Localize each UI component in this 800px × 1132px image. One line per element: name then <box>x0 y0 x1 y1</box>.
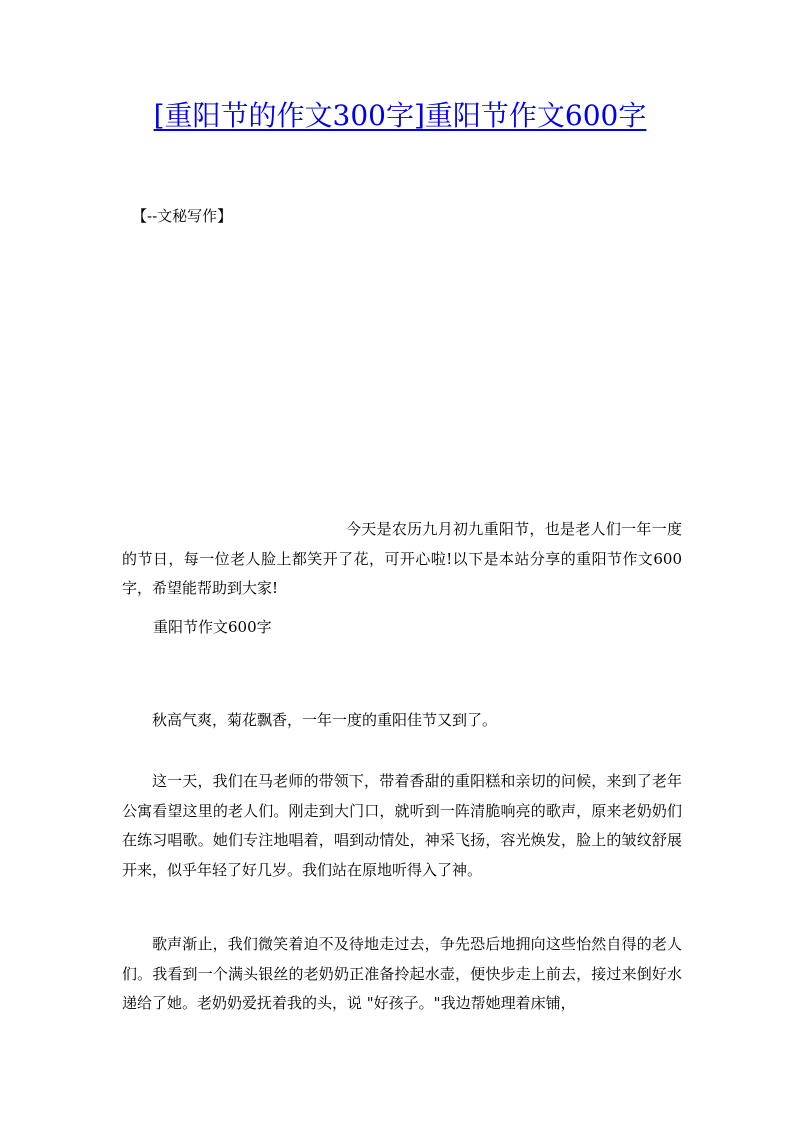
body-paragraph: 秋高气爽，菊花飘香，一年一度的重阳佳节又到了。 <box>152 711 498 729</box>
category-tag: 【--文秘写作】 <box>132 207 233 225</box>
article-subheading: 重阳节作文600字 <box>153 618 272 636</box>
body-paragraph: 这一天，我们在马老师的带领下，带着香甜的重阳糕和亲切的问候，来到了老年公寓看望这里的老人们。刚走到大门口，就听到一阵清脆响亮的歌声，原来老奶奶们在练习唱歌。她们专注地唱着，唱到动情处，神采飞扬，容光焕发，脸上的皱纹舒展开来，似乎年轻了好几岁。我们站在原地听得入了神。 <box>122 772 682 879</box>
page-title <box>0 96 800 136</box>
intro-paragraph: 今天是农历九月初九重阳节，也是老人们一年一度的节日，每一位老人脸上都笑开了花，可开心啦!以下是本站分享的重阳节作文600字，希望能帮助到大家! <box>122 520 682 597</box>
body-paragraph: 歌声渐止，我们微笑着迫不及待地走过去，争先恐后地拥向这些怡然自得的老人们。我看到一个满头银丝的老奶奶正准备拎起水壶，便快步走上前去，接过来倒好水递给了她。老奶奶爱抚着我的头，说 "好孩子。"我边帮她理着床铺， <box>122 935 682 1012</box>
title-link[interactable]: [重阳节的作文300字]重阳节作文600字 <box>153 99 647 132</box>
